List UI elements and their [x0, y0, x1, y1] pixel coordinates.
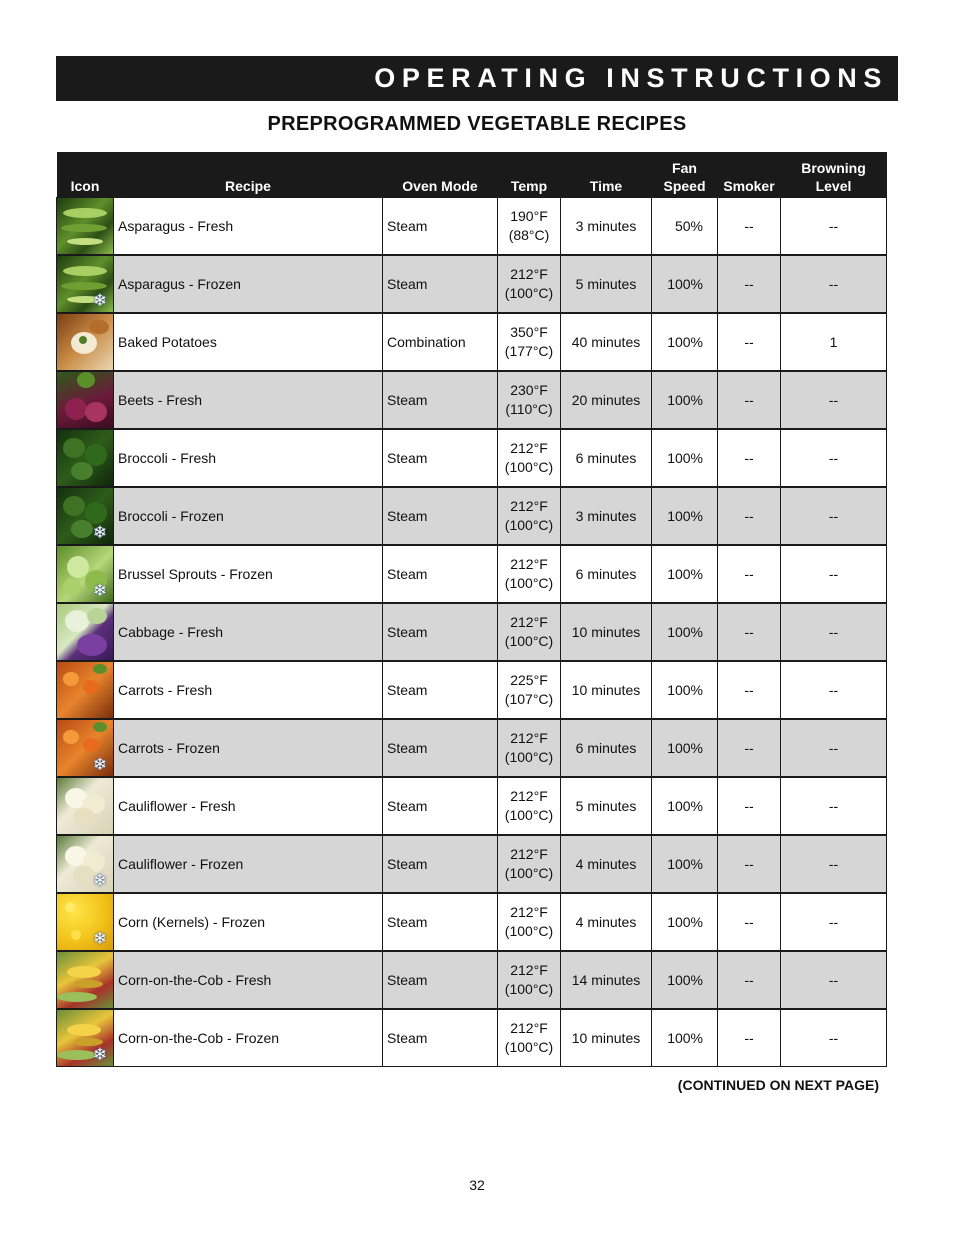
browning-level: --	[781, 719, 887, 777]
temperature-f: 212°F	[510, 498, 548, 514]
thumbnail-detail	[65, 902, 75, 912]
table-header-row	[57, 152, 887, 198]
oven-mode: Steam	[383, 777, 498, 835]
header-browning-level	[781, 152, 887, 198]
temperature-c: (100°C)	[504, 285, 554, 301]
table-row	[57, 719, 887, 777]
browning-level: --	[781, 255, 887, 313]
table-row	[57, 429, 887, 487]
recipe-name: Baked Potatoes	[114, 313, 383, 371]
smoker: --	[718, 893, 781, 951]
cook-time: 10 minutes	[561, 1009, 652, 1067]
icon-cell	[57, 198, 114, 256]
thumbnail-detail	[73, 980, 103, 988]
cook-time: 6 minutes	[561, 719, 652, 777]
recipe-name: Carrots - Frozen	[114, 719, 383, 777]
temperature-cell	[498, 893, 561, 951]
table-row	[57, 545, 887, 603]
table-row	[57, 198, 887, 256]
temperature-f: 212°F	[510, 904, 548, 920]
icon-cell	[57, 661, 114, 719]
icon-cell	[57, 1009, 114, 1067]
recipe-name: Cauliflower - Frozen	[114, 835, 383, 893]
recipe-name: Cauliflower - Fresh	[114, 777, 383, 835]
cook-time: 6 minutes	[561, 545, 652, 603]
temperature-c: (110°C)	[505, 401, 553, 417]
fan-speed: 100%	[652, 835, 718, 893]
temperature-c: (88°C)	[508, 227, 550, 243]
smoker: --	[718, 603, 781, 661]
temperature-c: (100°C)	[504, 865, 554, 881]
temperature-c: (100°C)	[504, 923, 554, 939]
thumbnail-detail	[63, 438, 85, 458]
cabbage-icon	[57, 604, 113, 660]
corn-kernels-icon	[57, 894, 113, 950]
thumbnail-detail	[71, 930, 81, 940]
snowflake-icon: ❄	[92, 1045, 108, 1065]
table-row	[57, 777, 887, 835]
thumbnail-detail	[67, 966, 101, 978]
cook-time: 3 minutes	[561, 198, 652, 256]
browning-level: --	[781, 893, 887, 951]
oven-mode: Steam	[383, 835, 498, 893]
fan-speed: 100%	[652, 313, 718, 371]
temperature-f: 212°F	[510, 1020, 548, 1036]
oven-mode: Steam	[383, 198, 498, 256]
thumbnail-detail	[63, 208, 107, 218]
temperature-cell	[498, 255, 561, 313]
thumbnail-detail	[63, 672, 79, 686]
browning-level: 1	[781, 313, 887, 371]
header-recipe: Recipe	[114, 152, 383, 198]
cauliflower-icon	[57, 836, 113, 892]
recipe-name: Broccoli - Frozen	[114, 487, 383, 545]
temperature-cell	[498, 951, 561, 1009]
temperature-cell	[498, 1009, 561, 1067]
thumbnail-detail	[65, 610, 89, 632]
temperature-cell	[498, 835, 561, 893]
icon-cell	[57, 429, 114, 487]
oven-mode: Steam	[383, 429, 498, 487]
fan-speed: 100%	[652, 255, 718, 313]
oven-mode: Steam	[383, 1009, 498, 1067]
recipe-name: Corn-on-the-Cob - Fresh	[114, 951, 383, 1009]
thumbnail-detail	[93, 664, 107, 674]
temperature-cell	[498, 198, 561, 256]
browning-level: --	[781, 487, 887, 545]
header-fan-speed-line1: Fan	[672, 160, 697, 176]
temperature-f: 212°F	[510, 962, 548, 978]
temperature-c: (177°C)	[504, 343, 554, 359]
snowflake-icon: ❄	[92, 755, 108, 775]
table-row	[57, 487, 887, 545]
header-browning-line2: Level	[815, 178, 852, 194]
browning-level: --	[781, 429, 887, 487]
smoker: --	[718, 487, 781, 545]
header-smoker: Smoker	[718, 152, 781, 198]
thumbnail-detail	[65, 398, 87, 420]
browning-level: --	[781, 777, 887, 835]
header-fan-speed-line2: Speed	[663, 178, 706, 194]
temperature-f: 230°F	[510, 382, 548, 398]
table-row	[57, 835, 887, 893]
browning-level: --	[781, 371, 887, 429]
temperature-f: 190°F	[510, 208, 548, 224]
smoker: --	[718, 371, 781, 429]
thumbnail-detail	[83, 738, 99, 752]
thumbnail-detail	[79, 336, 87, 344]
icon-cell	[57, 719, 114, 777]
cook-time: 40 minutes	[561, 313, 652, 371]
temperature-c: (100°C)	[504, 633, 554, 649]
table-row	[57, 1009, 887, 1067]
temperature-cell	[498, 371, 561, 429]
recipe-name: Asparagus - Fresh	[114, 198, 383, 256]
page-number: 32	[469, 1177, 485, 1193]
header-time: Time	[561, 152, 652, 198]
cook-time: 5 minutes	[561, 255, 652, 313]
brussel-sprouts-icon	[57, 546, 113, 602]
snowflake-icon: ❄	[92, 581, 108, 601]
thumbnail-detail	[71, 462, 93, 480]
oven-mode: Steam	[383, 719, 498, 777]
table-row	[57, 313, 887, 371]
header-banner	[56, 56, 898, 101]
thumbnail-detail	[83, 916, 93, 926]
thumbnail-detail	[67, 1024, 101, 1036]
icon-cell	[57, 603, 114, 661]
temperature-f: 212°F	[510, 788, 548, 804]
browning-level: --	[781, 545, 887, 603]
smoker: --	[718, 429, 781, 487]
thumbnail-detail	[77, 372, 95, 388]
snowflake-icon: ❄	[92, 871, 108, 891]
thumbnail-detail	[61, 224, 107, 232]
temperature-cell	[498, 545, 561, 603]
temperature-cell	[498, 719, 561, 777]
table-row	[57, 893, 887, 951]
table-row	[57, 371, 887, 429]
cauliflower-icon	[57, 778, 113, 834]
icon-cell	[57, 371, 114, 429]
smoker: --	[718, 835, 781, 893]
recipe-name: Cabbage - Fresh	[114, 603, 383, 661]
temperature-f: 212°F	[510, 266, 548, 282]
browning-level: --	[781, 661, 887, 719]
fan-speed: 100%	[652, 661, 718, 719]
broccoli-icon	[57, 430, 113, 486]
recipe-name: Corn-on-the-Cob - Frozen	[114, 1009, 383, 1067]
temperature-cell	[498, 661, 561, 719]
fan-speed: 100%	[652, 429, 718, 487]
cook-time: 10 minutes	[561, 661, 652, 719]
banner-title: OPERATING INSTRUCTIONS	[374, 63, 888, 93]
thumbnail-detail	[71, 520, 93, 538]
icon-cell	[57, 255, 114, 313]
header-temp: Temp	[498, 152, 561, 198]
cook-time: 4 minutes	[561, 835, 652, 893]
temperature-c: (100°C)	[504, 459, 554, 475]
snowflake-icon: ❄	[92, 291, 108, 311]
asparagus-icon	[57, 256, 113, 312]
snowflake-icon: ❄	[92, 523, 108, 543]
smoker: --	[718, 313, 781, 371]
header-fan-speed	[652, 152, 718, 198]
carrots-icon	[57, 662, 113, 718]
browning-level: --	[781, 835, 887, 893]
smoker: --	[718, 719, 781, 777]
recipe-name: Carrots - Fresh	[114, 661, 383, 719]
corn-cob-icon	[57, 1010, 113, 1066]
smoker: --	[718, 951, 781, 1009]
smoker: --	[718, 255, 781, 313]
browning-level: --	[781, 603, 887, 661]
fan-speed: 100%	[652, 371, 718, 429]
temperature-c: (107°C)	[504, 691, 554, 707]
temperature-c: (100°C)	[504, 749, 554, 765]
thumbnail-detail	[85, 402, 107, 422]
temperature-f: 212°F	[510, 846, 548, 862]
header-icon: Icon	[57, 152, 114, 198]
temperature-c: (100°C)	[504, 981, 554, 997]
fan-speed: 100%	[652, 893, 718, 951]
recipes-table	[56, 152, 887, 1067]
thumbnail-detail	[63, 266, 107, 276]
cook-time: 4 minutes	[561, 893, 652, 951]
browning-level: --	[781, 198, 887, 256]
temperature-f: 212°F	[510, 556, 548, 572]
cook-time: 6 minutes	[561, 429, 652, 487]
temperature-c: (100°C)	[504, 517, 554, 533]
temperature-cell	[498, 487, 561, 545]
recipe-name: Beets - Fresh	[114, 371, 383, 429]
continued-note: (CONTINUED ON NEXT PAGE)	[677, 1077, 879, 1093]
oven-mode: Steam	[383, 545, 498, 603]
cook-time: 3 minutes	[561, 487, 652, 545]
temperature-c: (100°C)	[504, 807, 554, 823]
icon-cell	[57, 777, 114, 835]
table-row	[57, 255, 887, 313]
oven-mode: Steam	[383, 371, 498, 429]
table-row	[57, 951, 887, 1009]
header-browning-line1: Browning	[801, 160, 866, 176]
thumbnail-detail	[63, 496, 85, 516]
thumbnail-detail	[87, 608, 107, 624]
temperature-cell	[498, 429, 561, 487]
thumbnail-detail	[89, 320, 109, 334]
fan-speed: 100%	[652, 1009, 718, 1067]
smoker: --	[718, 198, 781, 256]
temperature-cell	[498, 603, 561, 661]
table-row	[57, 603, 887, 661]
icon-cell	[57, 951, 114, 1009]
thumbnail-detail	[63, 730, 79, 744]
thumbnail-detail	[73, 808, 95, 826]
oven-mode: Steam	[383, 893, 498, 951]
table-row	[57, 661, 887, 719]
fan-speed: 100%	[652, 719, 718, 777]
temperature-c: (100°C)	[504, 575, 554, 591]
thumbnail-detail	[77, 634, 107, 656]
carrots-icon	[57, 720, 113, 776]
fan-speed: 100%	[652, 603, 718, 661]
thumbnail-detail	[57, 992, 97, 1002]
thumbnail-detail	[61, 282, 107, 290]
icon-cell	[57, 487, 114, 545]
recipe-name: Asparagus - Frozen	[114, 255, 383, 313]
recipe-name: Brussel Sprouts - Frozen	[114, 545, 383, 603]
icon-cell	[57, 545, 114, 603]
fan-speed: 100%	[652, 951, 718, 1009]
broccoli-icon	[57, 488, 113, 544]
icon-cell	[57, 313, 114, 371]
thumbnail-detail	[63, 578, 81, 596]
recipe-name: Broccoli - Fresh	[114, 429, 383, 487]
temperature-f: 212°F	[510, 440, 548, 456]
smoker: --	[718, 545, 781, 603]
asparagus-icon	[57, 198, 113, 254]
smoker: --	[718, 1009, 781, 1067]
fan-speed: 50%	[652, 198, 718, 256]
smoker: --	[718, 661, 781, 719]
smoker: --	[718, 777, 781, 835]
oven-mode: Steam	[383, 951, 498, 1009]
cook-time: 14 minutes	[561, 951, 652, 1009]
baked-potato-icon	[57, 314, 113, 370]
temperature-cell	[498, 777, 561, 835]
cook-time: 10 minutes	[561, 603, 652, 661]
browning-level: --	[781, 951, 887, 1009]
oven-mode: Combination	[383, 313, 498, 371]
temperature-c: (100°C)	[504, 1039, 554, 1055]
thumbnail-detail	[67, 238, 103, 245]
oven-mode: Steam	[383, 487, 498, 545]
oven-mode: Steam	[383, 661, 498, 719]
thumbnail-detail	[83, 680, 99, 694]
beets-icon	[57, 372, 113, 428]
cook-time: 5 minutes	[561, 777, 652, 835]
temperature-f: 225°F	[510, 672, 548, 688]
temperature-f: 212°F	[510, 614, 548, 630]
temperature-f: 212°F	[510, 730, 548, 746]
section-title: PREPROGRAMMED VEGETABLE RECIPES	[267, 113, 687, 135]
temperature-f: 350°F	[510, 324, 548, 340]
thumbnail-detail	[93, 722, 107, 732]
snowflake-icon: ❄	[92, 929, 108, 949]
header-oven-mode: Oven Mode	[383, 152, 498, 198]
browning-level: --	[781, 1009, 887, 1067]
oven-mode: Steam	[383, 255, 498, 313]
fan-speed: 100%	[652, 545, 718, 603]
oven-mode: Steam	[383, 603, 498, 661]
temperature-cell	[498, 313, 561, 371]
cook-time: 20 minutes	[561, 371, 652, 429]
icon-cell	[57, 893, 114, 951]
recipe-rows	[57, 198, 887, 1067]
corn-cob-icon	[57, 952, 113, 1008]
icon-cell	[57, 835, 114, 893]
fan-speed: 100%	[652, 777, 718, 835]
fan-speed: 100%	[652, 487, 718, 545]
recipe-name: Corn (Kernels) - Frozen	[114, 893, 383, 951]
